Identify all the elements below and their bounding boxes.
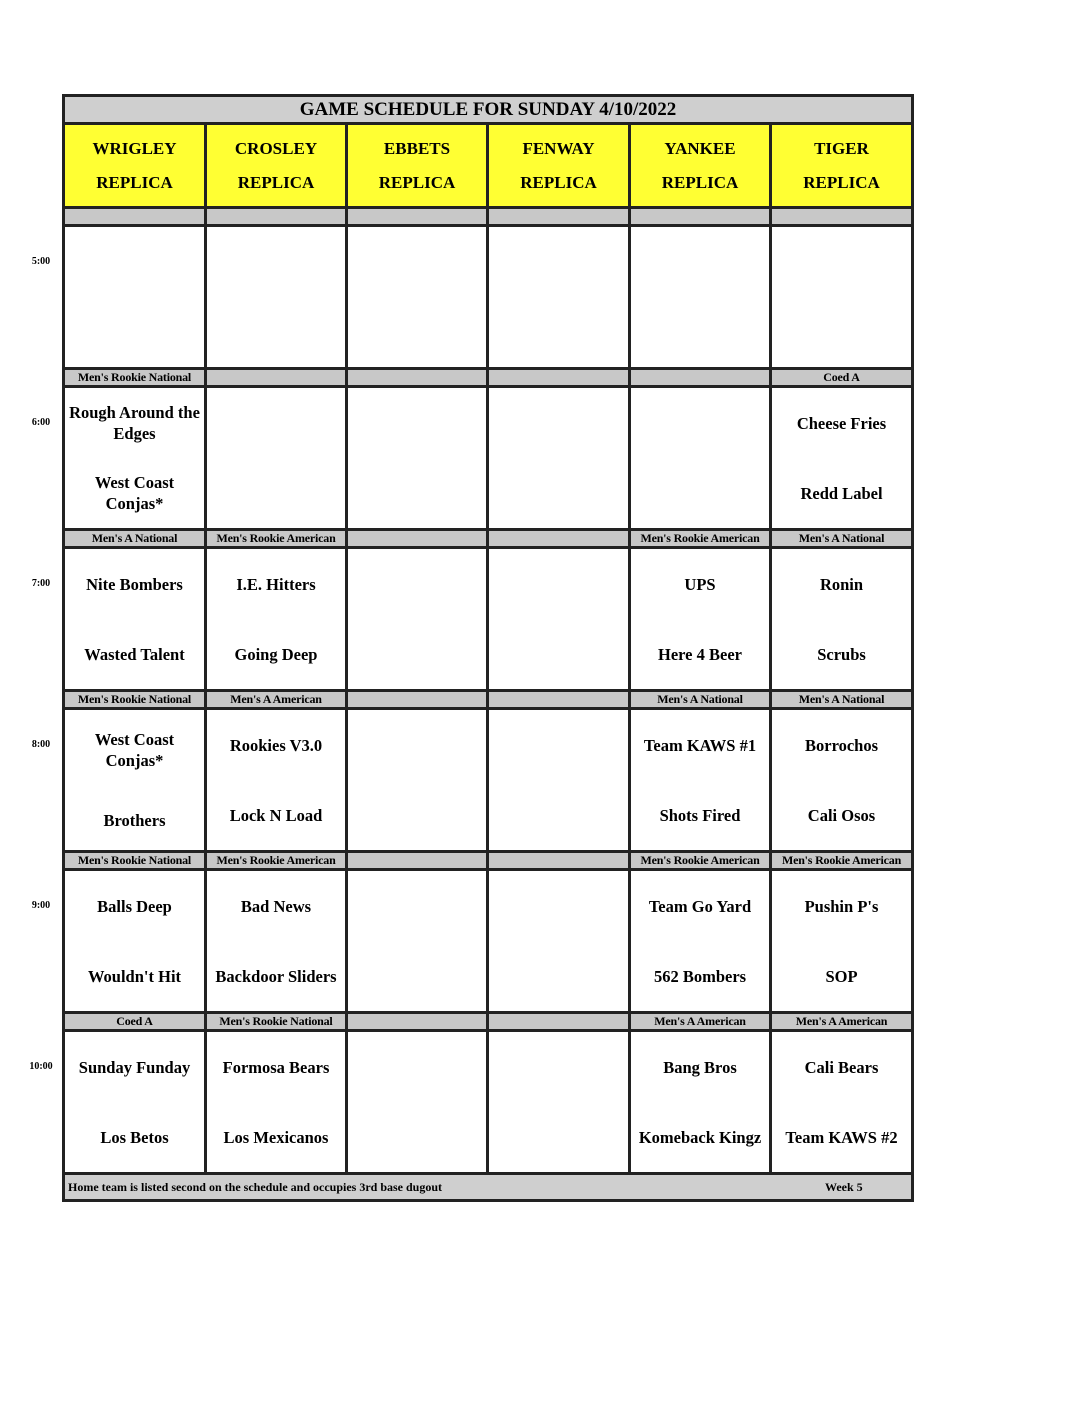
division-row (64, 208, 913, 226)
matchup (631, 549, 769, 689)
division-label: Men's A American (206, 691, 347, 709)
matchup (348, 549, 486, 689)
game-cell (206, 226, 347, 369)
game-cell (347, 709, 488, 852)
field-header (64, 124, 206, 208)
week-label: Week 5 (825, 1180, 863, 1194)
game-cell (630, 548, 771, 691)
matchup (207, 871, 345, 1011)
home-team: Going Deep (234, 644, 318, 664)
matchup (489, 871, 628, 1011)
matchup (207, 710, 345, 850)
matchup (348, 1032, 486, 1172)
division-label: Men's Rookie American (771, 852, 913, 870)
division-row (64, 852, 913, 870)
game-cell (347, 387, 488, 530)
matchup (489, 549, 628, 689)
division-label: Men's A American (771, 1013, 913, 1031)
game-cell (64, 387, 206, 530)
game-cell (64, 709, 206, 852)
division-label (488, 530, 630, 548)
footer-row (64, 1174, 913, 1201)
division-label (771, 208, 913, 226)
division-label: Men's Rookie American (630, 530, 771, 548)
game-cell (488, 870, 630, 1013)
matchup (489, 710, 628, 850)
matchup (772, 549, 911, 689)
time-slot-row (64, 387, 913, 530)
game-cell (488, 1031, 630, 1174)
division-label: Men's Rookie National (206, 1013, 347, 1031)
field-name: EBBETS (383, 138, 451, 158)
division-label (206, 208, 347, 226)
matchup (772, 1032, 911, 1172)
field-subtitle: REPLICA (96, 172, 173, 192)
game-schedule-table (62, 94, 914, 1202)
matchup (631, 871, 769, 1011)
footer-content (65, 1175, 911, 1199)
matchup (65, 227, 204, 367)
matchup (489, 227, 628, 367)
home-team: Backdoor Sliders (215, 966, 337, 986)
matchup (65, 871, 204, 1011)
matchup (207, 1032, 345, 1172)
home-team: Lock N Load (229, 805, 323, 825)
home-team: Wasted Talent (84, 644, 185, 664)
away-team: Rookies V3.0 (229, 735, 323, 755)
game-cell (771, 1031, 913, 1174)
matchup (631, 1032, 769, 1172)
home-team: Cali Osos (807, 805, 876, 825)
division-label: Men's Rookie American (206, 852, 347, 870)
field-name: FENWAY (522, 138, 595, 158)
game-cell (771, 387, 913, 530)
home-team: Shots Fired (659, 805, 741, 825)
game-cell (64, 870, 206, 1013)
division-label: Men's A National (630, 691, 771, 709)
matchup (489, 1032, 628, 1172)
field-name: YANKEE (664, 138, 736, 158)
time-label: 7:00 (31, 577, 51, 589)
field-subtitle: REPLICA (803, 172, 880, 192)
away-team: Cheese Fries (796, 413, 887, 433)
division-row (64, 369, 913, 387)
division-row (64, 530, 913, 548)
time-label: 8:00 (31, 738, 51, 750)
home-team-note: Home team is listed second on the schedule and occupies 3rd base dugout (68, 1180, 443, 1194)
footer-cell (64, 1174, 913, 1201)
division-label (347, 530, 488, 548)
division-label (488, 369, 630, 387)
division-label (347, 1013, 488, 1031)
away-team: Sunday Funday (78, 1057, 191, 1077)
division-label (347, 208, 488, 226)
home-team: Scrubs (817, 644, 866, 664)
away-team: Balls Deep (97, 896, 172, 916)
matchup (631, 388, 769, 528)
matchup (65, 549, 204, 689)
field-subtitle: REPLICA (520, 172, 597, 192)
division-label: Men's Rookie National (64, 852, 206, 870)
home-team: SOP (825, 966, 858, 986)
game-cell (630, 226, 771, 369)
away-team: Nite Bombers (86, 574, 183, 594)
matchup (631, 710, 769, 850)
field-header-row (64, 124, 913, 208)
game-cell (347, 548, 488, 691)
division-label (488, 208, 630, 226)
home-team: 562 Bombers (653, 966, 747, 986)
home-team: Komeback Kingz (638, 1127, 762, 1147)
division-label: Men's A American (630, 1013, 771, 1031)
away-team: Bang Bros (663, 1057, 737, 1077)
matchup (65, 1032, 204, 1172)
time-label: 5:00 (31, 255, 51, 267)
field-subtitle: REPLICA (237, 172, 315, 192)
division-label (347, 691, 488, 709)
home-team: Redd Label (800, 483, 883, 503)
away-team: UPS (684, 574, 716, 594)
game-cell (771, 226, 913, 369)
division-label: Men's Rookie American (206, 530, 347, 548)
away-team: Rough Around the Edges (69, 403, 200, 443)
division-label (488, 1013, 630, 1031)
division-label: Men's Rookie National (64, 369, 206, 387)
time-slot-row (64, 548, 913, 691)
time-slot-row (64, 226, 913, 369)
matchup (772, 871, 911, 1011)
field-header (488, 124, 630, 208)
division-label (630, 369, 771, 387)
away-team: I.E. Hitters (236, 574, 316, 594)
matchup (772, 227, 911, 367)
home-team: Los Betos (100, 1127, 169, 1147)
home-team: West Coast Conjas* (94, 473, 175, 513)
time-slot-row (64, 1031, 913, 1174)
matchup (207, 227, 345, 367)
matchup (348, 227, 486, 367)
field-name: TIGER (814, 138, 869, 158)
field-header (630, 124, 771, 208)
time-label: 6:00 (31, 416, 51, 428)
game-cell (206, 709, 347, 852)
time-slot-row (64, 709, 913, 852)
matchup (772, 388, 911, 528)
game-cell (488, 387, 630, 530)
division-label (347, 369, 488, 387)
division-label: Men's A National (64, 530, 206, 548)
game-cell (630, 387, 771, 530)
home-team: Wouldn't Hit (87, 966, 182, 986)
schedule-title: GAME SCHEDULE FOR SUNDAY 4/10/2022 (64, 96, 913, 124)
game-cell (347, 1031, 488, 1174)
game-cell (771, 548, 913, 691)
field-name: CROSLEY (234, 138, 318, 158)
division-label (630, 208, 771, 226)
game-cell (488, 709, 630, 852)
home-team: Here 4 Beer (658, 644, 742, 664)
division-row (64, 691, 913, 709)
matchup (348, 871, 486, 1011)
game-cell (206, 870, 347, 1013)
matchup (207, 388, 345, 528)
game-cell (630, 709, 771, 852)
division-label: Men's A National (771, 530, 913, 548)
matchup (207, 549, 345, 689)
division-row (64, 1013, 913, 1031)
time-slot-row (64, 870, 913, 1013)
division-label (206, 369, 347, 387)
game-cell (64, 1031, 206, 1174)
field-subtitle: REPLICA (378, 172, 456, 192)
field-header (771, 124, 913, 208)
game-cell (771, 870, 913, 1013)
title-row (64, 96, 913, 124)
division-label (488, 852, 630, 870)
game-cell (206, 387, 347, 530)
away-team: Ronin (819, 574, 864, 594)
field-header (206, 124, 347, 208)
time-label: 9:00 (31, 899, 51, 911)
division-label (347, 852, 488, 870)
home-team: Los Mexicanos (223, 1127, 329, 1147)
matchup (348, 710, 486, 850)
matchup (65, 710, 204, 850)
division-label (64, 208, 206, 226)
away-team: Cali Bears (804, 1057, 879, 1077)
division-label: Men's Rookie American (630, 852, 771, 870)
away-team: Pushin P's (804, 896, 879, 916)
division-label: Coed A (64, 1013, 206, 1031)
division-label (488, 691, 630, 709)
game-cell (206, 548, 347, 691)
game-cell (630, 1031, 771, 1174)
matchup (348, 388, 486, 528)
home-team: Team KAWS #2 (785, 1127, 898, 1147)
away-team: Team KAWS #1 (643, 735, 757, 755)
game-cell (488, 548, 630, 691)
game-cell (64, 548, 206, 691)
away-team: West Coast Conjas* (94, 730, 175, 771)
game-cell (347, 226, 488, 369)
matchup (772, 710, 911, 850)
away-team: Borrochos (804, 735, 879, 755)
matchup (489, 388, 628, 528)
game-cell (347, 870, 488, 1013)
division-label: Men's Rookie National (64, 691, 206, 709)
away-team: Bad News (240, 896, 312, 916)
time-label: 10:00 (29, 1060, 53, 1072)
game-cell (64, 226, 206, 369)
matchup (631, 227, 769, 367)
field-header (347, 124, 488, 208)
game-cell (488, 226, 630, 369)
division-label: Coed A (771, 369, 913, 387)
division-label: Men's A National (771, 691, 913, 709)
field-name: WRIGLEY (92, 138, 177, 158)
away-team: Team Go Yard (648, 896, 752, 916)
home-team: Brothers (103, 810, 166, 830)
game-cell (771, 709, 913, 852)
game-cell (630, 870, 771, 1013)
game-cell (206, 1031, 347, 1174)
field-subtitle: REPLICA (661, 172, 739, 192)
matchup (65, 388, 204, 528)
away-team: Formosa Bears (222, 1057, 330, 1077)
